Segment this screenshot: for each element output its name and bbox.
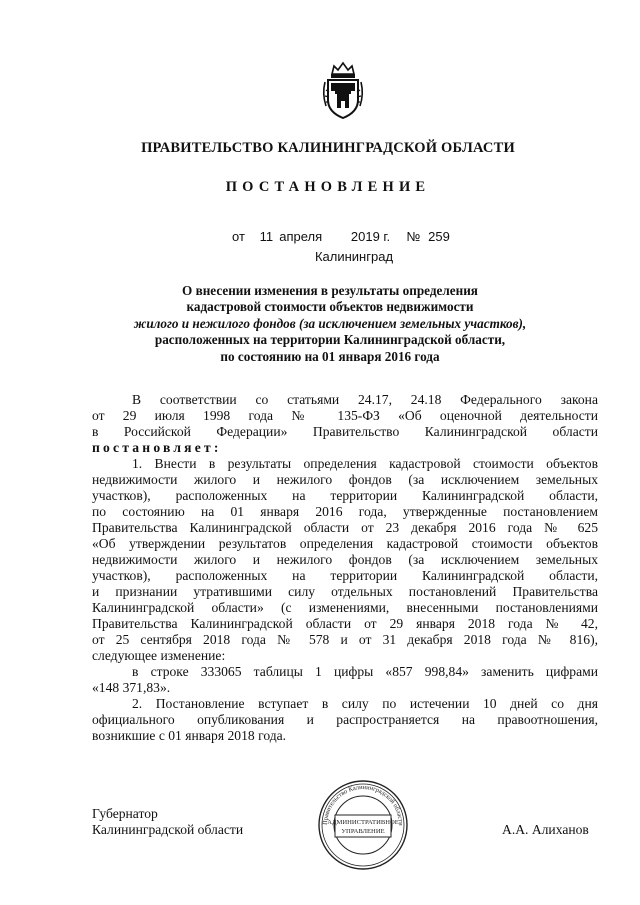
body-line: 1. Внести в результаты определения кадастровой стоимости объектов	[132, 456, 598, 471]
signer-region: Калининградской области	[92, 822, 244, 837]
body-line: недвижимости жилого и нежилого фондов (за исключением земельных	[92, 552, 598, 567]
signer-title	[92, 806, 243, 838]
body-line: в Российской Федерации» Правительство Калининградской области	[92, 424, 598, 439]
document-number: 259	[428, 229, 450, 244]
stamp-outer-text: Правительство Калининградской области	[321, 783, 405, 826]
coat-of-arms-icon	[321, 60, 365, 122]
body-line: «148 371,83».	[92, 680, 171, 695]
signer-name: А.А. Алиханов	[502, 822, 589, 837]
body-line: В соответствии со статьями 24.17, 24.18 Федерального закона	[132, 392, 598, 407]
document-subject	[90, 283, 570, 365]
government-title: ПРАВИТЕЛЬСТВО КАЛИНИНГРАДСКОЙ ОБЛАСТИ	[141, 140, 515, 156]
body-line: от 25 сентября 2018 года № 578 и от 31 декабря 2018 года № 816),	[92, 632, 598, 647]
stamp-inner-line: АДМИНИСТРАТИВНОЕ	[327, 819, 399, 826]
body-line: «Об утверждении результатов определения кадастровой стоимости объектов	[92, 536, 598, 551]
subject-line: расположенных на территории Калининградской области,	[154, 332, 506, 348]
date-from: от	[232, 229, 245, 244]
body-line: официального опубликования и распространяется на правоотношения,	[92, 712, 598, 727]
official-stamp-icon	[317, 779, 409, 871]
subject-line: кадастровой стоимости объектов недвижимости	[186, 299, 474, 315]
body-line: недвижимости жилого и нежилого фондов (за исключением земельных	[92, 472, 598, 487]
signer-position: Губернатор	[92, 806, 158, 821]
body-line: 2. Постановление вступает в силу по истечении 10 дней со дня	[132, 696, 598, 711]
document-type: ПОСТАНОВЛЕНИЕ	[225, 179, 431, 195]
city: Калининград	[314, 249, 394, 264]
body-line: и признании утратившими силу отдельных постановлений Правительства	[92, 584, 598, 599]
date-year: 2019 г.	[350, 229, 391, 244]
date-day: 11	[259, 229, 274, 244]
body-line: следующее изменение:	[92, 648, 226, 663]
body-line: участков), расположенных на территории Калининградской области,	[92, 488, 598, 503]
body-line: участков), расположенных на территории Калининградской области,	[92, 568, 598, 583]
subject-line: жилого и нежилого фондов (за исключением земельных участков),	[133, 315, 527, 331]
body-line: в строке 333065 таблицы 1 цифры «857 998,84» заменить цифрами	[132, 664, 598, 679]
subject-line: по состоянию на 01 января 2016 года	[220, 348, 440, 364]
body-line: по состоянию на 01 января 2016 года, утвержденные постановлением	[92, 504, 598, 519]
date-line	[232, 229, 450, 244]
body-line: Правительства Калининградской области от 29 января 2018 года № 42,	[92, 616, 598, 631]
body-line: Калининградской области» (с изменениями, внесенными постановлениями	[92, 600, 598, 615]
document-body	[92, 392, 598, 744]
body-line: Правительства Калининградской области от 23 декабря 2016 года № 625	[92, 520, 598, 535]
date-month: апреля	[279, 229, 323, 244]
stamp-inner-line: УПРАВЛЕНИЕ	[341, 828, 385, 835]
resolution-word: постановляет:	[92, 440, 222, 455]
body-line: возникшие с 01 января 2018 года.	[92, 728, 287, 743]
number-sign: №	[406, 229, 421, 244]
subject-line: О внесении изменения в результаты определения	[182, 283, 478, 298]
body-line: от 29 июля 1998 года № 135-ФЗ «Об оценочной деятельности	[92, 408, 598, 423]
